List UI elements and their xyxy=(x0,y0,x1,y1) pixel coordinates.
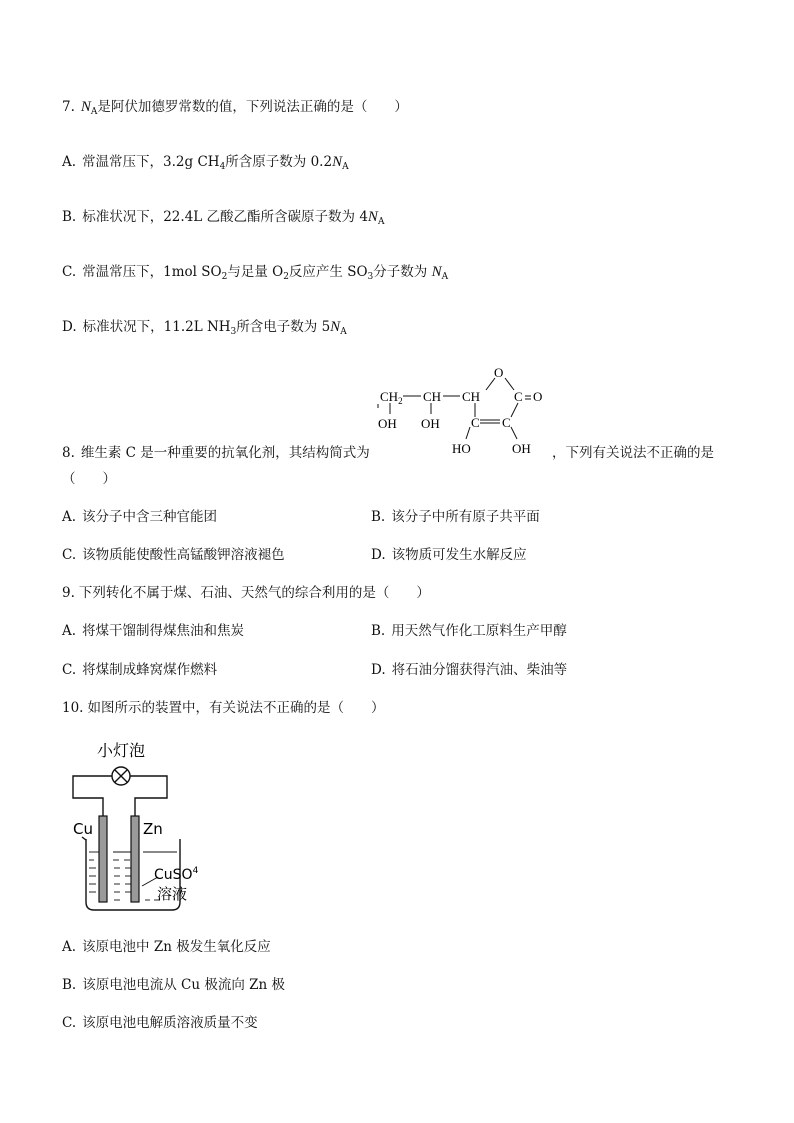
q9-stem-text: 下列转化不属于煤、石油、天然气的综合利用的是（ ） xyxy=(78,585,430,601)
cuso4-subscript: 4 xyxy=(192,866,199,876)
q7-option-d-na: N xyxy=(330,319,341,335)
q7-option-a[interactable] xyxy=(62,153,349,176)
q7-option-b-text-1: 标准状况下，22.4L 乙酸乙酯所含碳原子数为 4 xyxy=(82,209,368,225)
q8-option-b[interactable] xyxy=(371,508,540,526)
galvanic-cell-diagram xyxy=(70,736,210,916)
q10-option-a[interactable] xyxy=(62,938,271,956)
q8-paren: （ ） xyxy=(62,471,116,487)
q10-number: 10. xyxy=(62,700,84,716)
struct-oh4: OH xyxy=(512,441,531,456)
q7-option-b-na: N xyxy=(367,209,378,225)
q7-option-c-sub-2: 2 xyxy=(283,272,289,282)
q8-option-d-label: D. xyxy=(371,547,386,563)
q7-option-a-na: N xyxy=(332,154,343,170)
struct-oh1: OH xyxy=(378,416,397,431)
q9-option-b[interactable] xyxy=(371,622,567,640)
q7-option-c[interactable] xyxy=(62,263,448,286)
q7-number: 7. xyxy=(62,99,75,115)
q7-option-c-na-sub: A xyxy=(441,272,449,282)
q7-na-symbol: N xyxy=(80,99,91,115)
svg-text:CuSO4 xyxy=(154,866,199,883)
cu-label: Cu xyxy=(73,820,93,838)
q7-option-d-sub-1: 3 xyxy=(230,327,237,337)
zn-electrode xyxy=(131,816,139,902)
q10-option-c[interactable] xyxy=(62,1014,258,1032)
q7-option-c-text-2: 与足量 O xyxy=(227,264,284,280)
q10-stem-text: 如图所示的装置中，有关说法不正确的是（ ） xyxy=(87,700,385,716)
q7-na-subscript: A xyxy=(90,107,98,117)
q10-stem xyxy=(62,699,384,717)
q7-stem xyxy=(62,98,408,121)
q8-option-c[interactable] xyxy=(62,546,285,564)
q7-option-d[interactable] xyxy=(62,318,347,341)
q7-option-c-text-3: 反应产生 SO xyxy=(288,264,368,280)
q10-option-b-text: 该原电池电流从 Cu 极流向 Zn 极 xyxy=(82,977,285,993)
bulb-label: 小灯泡 xyxy=(97,741,146,760)
q7-option-d-na-sub: A xyxy=(340,327,347,337)
q7-option-d-text-2: 所含电子数为 5 xyxy=(236,319,331,335)
struct-ch2-sub: 2 xyxy=(398,396,403,406)
q9-option-b-label: B. xyxy=(371,623,386,639)
q8-option-a[interactable] xyxy=(62,508,217,526)
q9-option-d-text: 将石油分馏获得汽油、柴油等 xyxy=(391,662,568,678)
vitamin-c-structure-diagram xyxy=(376,362,552,462)
q7-option-b-label: B. xyxy=(62,209,77,225)
q9-option-a-label: A. xyxy=(62,623,77,639)
q7-option-a-text-2: 所含原子数为 0.2 xyxy=(225,154,333,170)
struct-oh2: OH xyxy=(421,416,440,431)
svg-text:CH2 xyxy=(380,389,403,406)
q9-option-a[interactable] xyxy=(62,622,244,640)
cuso4-formula: CuSO xyxy=(154,867,193,883)
q8-number: 8. xyxy=(62,445,75,461)
cu-electrode xyxy=(99,816,107,902)
q10-option-a-label: A. xyxy=(62,939,77,955)
q7-option-a-na-sub: A xyxy=(342,162,349,172)
q7-option-d-label: D. xyxy=(62,319,77,335)
q10-option-b[interactable] xyxy=(62,976,285,994)
q9-option-c[interactable] xyxy=(62,661,217,679)
struct-ch2: CH xyxy=(380,389,399,404)
q7-option-d-text-1: 标准状况下，11.2L NH xyxy=(82,319,231,335)
q10-option-b-label: B. xyxy=(62,977,77,993)
q9-option-d-label: D. xyxy=(371,662,386,678)
q9-stem xyxy=(62,584,430,602)
q9-option-d[interactable] xyxy=(371,661,567,679)
q7-option-a-sub-1: 4 xyxy=(219,162,226,172)
q8-option-d[interactable] xyxy=(371,546,527,564)
q10-option-c-label: C. xyxy=(62,1015,77,1031)
struct-c-carbonyl: C xyxy=(514,389,523,404)
q9-option-a-text: 将煤干馏制得煤焦油和焦炭 xyxy=(82,623,245,639)
solution-label: 溶液 xyxy=(157,885,188,903)
struct-o-carbonyl: O xyxy=(533,389,543,404)
q7-option-a-text-1: 常温常压下，3.2g CH xyxy=(82,154,220,170)
q8-option-a-label: A. xyxy=(62,509,77,525)
q7-option-b-na-sub: A xyxy=(377,217,385,227)
q10-option-a-text: 该原电池中 Zn 极发生氧化反应 xyxy=(82,939,271,955)
q7-option-c-sub-1: 2 xyxy=(221,272,228,282)
q9-option-c-label: C. xyxy=(62,662,77,678)
q8-option-c-text: 该物质能使酸性高锰酸钾溶液褪色 xyxy=(82,547,285,563)
struct-o-ring: O xyxy=(494,365,504,380)
q10-option-c-text: 该原电池电解质溶液质量不变 xyxy=(82,1015,258,1031)
struct-oh3: HO xyxy=(452,441,471,456)
q8-stem-before: 维生素 C 是一种重要的抗氧化剂，其结构简式为 xyxy=(80,445,370,461)
q9-option-c-text: 将煤制成蜂窝煤作燃料 xyxy=(82,662,218,678)
q7-option-c-na: N xyxy=(431,264,442,280)
q7-stem-text: 是阿伏加德罗常数的值，下列说法正确的是（ ） xyxy=(97,99,408,115)
q7-option-b[interactable] xyxy=(62,208,384,231)
q8-option-c-label: C. xyxy=(62,547,77,563)
struct-c-left: C xyxy=(471,415,480,430)
q9-option-b-text: 用天然气作化工原料生产甲醇 xyxy=(391,623,567,639)
q7-option-c-text-1: 常温常压下，1mol SO xyxy=(82,264,222,280)
q8-option-d-text: 该物质可发生水解反应 xyxy=(391,547,527,563)
q8-stem-after: ，下列有关说法不正确的是 xyxy=(552,445,714,461)
q7-option-a-label: A. xyxy=(62,154,77,170)
struct-ch: CH xyxy=(423,389,442,404)
q8-option-a-text: 该分子中含三种官能团 xyxy=(82,509,218,525)
struct-c-right: C xyxy=(502,415,511,430)
q7-option-c-text-4: 分子数为 xyxy=(373,264,432,280)
q8-option-b-text: 该分子中所有原子共平面 xyxy=(391,509,540,525)
struct-ch-ring: CH xyxy=(462,389,481,404)
q8-option-b-label: B. xyxy=(371,509,386,525)
q8-stem xyxy=(62,444,370,462)
q7-option-c-label: C. xyxy=(62,264,77,280)
zn-label: Zn xyxy=(143,820,163,838)
q9-number: 9. xyxy=(62,585,75,601)
q7-option-c-sub-3: 3 xyxy=(367,272,374,282)
